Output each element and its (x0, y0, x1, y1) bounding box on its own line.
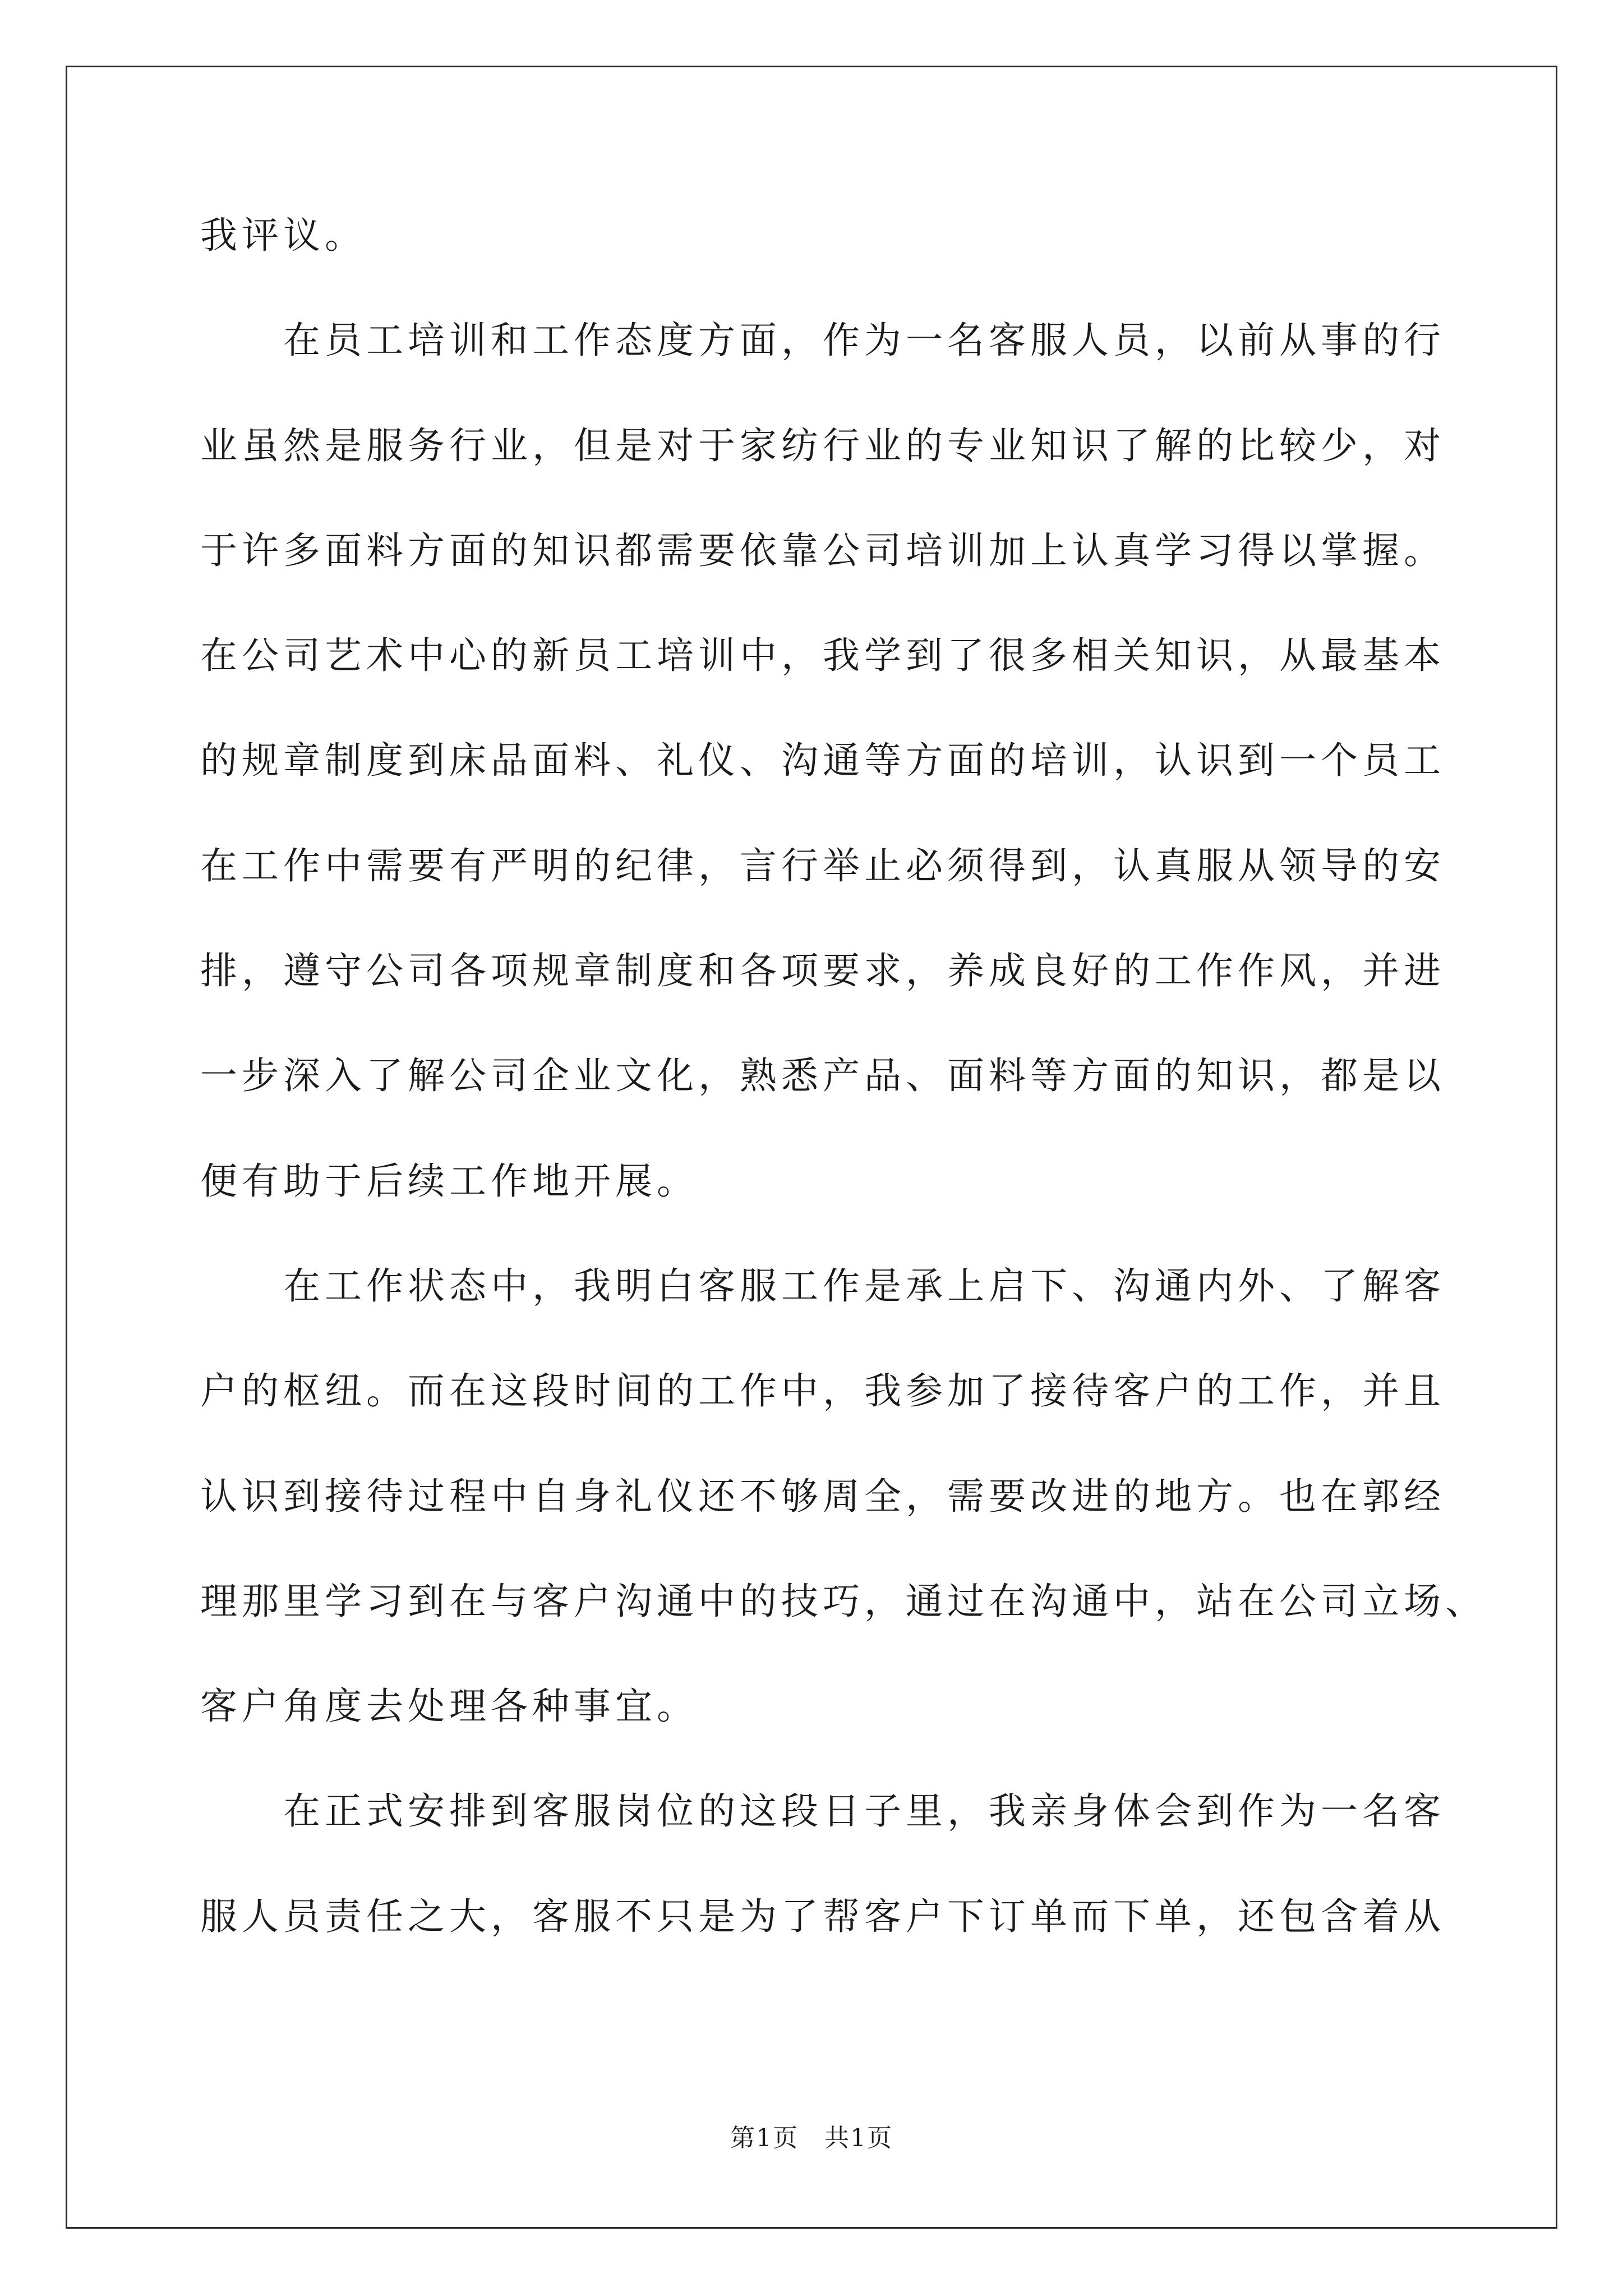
body-text-line: 业虽然是服务行业，但是对于家纺行业的专业知识了解的比较少，对 (200, 424, 1445, 467)
page-number-footer: 第1页 共1页 (730, 2124, 893, 2152)
body-text-line: 排，遵守公司各项规章制度和各项要求，养成良好的工作作风，并进 (200, 949, 1445, 992)
body-text-line: 认识到接待过程中自身礼仪还不够周全，需要改进的地方。也在郭经 (200, 1475, 1445, 1518)
body-text-line: 服人员责任之大，客服不只是为了帮客户下订单而下单，还包含着从 (200, 1895, 1445, 1938)
body-text-line: 在员工培训和工作态度方面，作为一名客服人员，以前从事的行 (200, 319, 1445, 362)
body-text-line: 在工作状态中，我明白客服工作是承上启下、沟通内外、了解客 (200, 1264, 1445, 1308)
body-text-line: 我评议。 (200, 214, 366, 257)
body-text-line: 于许多面料方面的知识都需要依靠公司培训加上认真学习得以掌握。 (200, 529, 1445, 572)
body-text-line: 客户角度去处理各种事宜。 (200, 1685, 698, 1728)
body-text-line: 在正式安排到客服岗位的这段日子里，我亲身体会到作为一名客 (200, 1789, 1445, 1833)
body-text-line: 在工作中需要有严明的纪律，言行举止必须得到，认真服从领导的安 (200, 844, 1445, 887)
body-text-line: 在公司艺术中心的新员工培训中，我学到了很多相关知识，从最基本 (200, 634, 1445, 677)
body-text-line: 户的枢纽。而在这段时间的工作中，我参加了接待客户的工作，并且 (200, 1369, 1445, 1412)
body-text-line: 的规章制度到床品面料、礼仪、沟通等方面的培训，认识到一个员工 (200, 739, 1445, 782)
body-text-line: 理那里学习到在与客户沟通中的技巧，通过在沟通中，站在公司立场、 (200, 1580, 1487, 1623)
body-text-line: 便有助于后续工作地开展。 (200, 1159, 698, 1203)
body-text-line: 一步深入了解公司企业文化，熟悉产品、面料等方面的知识，都是以 (200, 1054, 1445, 1097)
